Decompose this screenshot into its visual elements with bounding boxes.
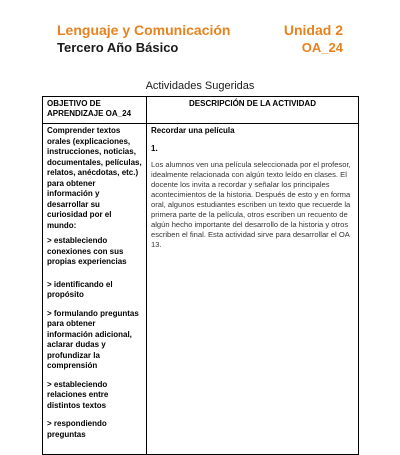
objective-cell: [43, 124, 147, 455]
objective-item: > estableciendo relaciones entre distintos textos: [47, 379, 109, 410]
description-cell: [147, 124, 359, 455]
grade-label: Tercero Año Básico: [57, 40, 179, 55]
unit-label: Unidad 2: [283, 22, 343, 38]
section-title: Actividades Sugeridas: [145, 80, 255, 92]
activity-heading: Recordar una película: [151, 126, 235, 135]
objective-item: > identificando el propósito: [47, 279, 113, 299]
header-right: [284, 22, 343, 56]
activity-text: Los alumnos ven una película seleccionada por el profesor, idealmente relacionada con algún texto leído en clases. El docente los invita a recordar y señalar los principales acontecimientos de la historia. Después de esto y en forma oral, algunos estudiantes escriben un texto que recuerde la primera parte de la película, otros escriben un recuento de algún hecho importante del desarrollo de la historia y otros escriben el final. Esta actividad sirve para desarrollar el OA 13.: [151, 160, 351, 249]
table-header-row: [43, 97, 359, 124]
column-header-description: DESCRIPCIÓN DE LA ACTIVIDAD: [147, 97, 359, 124]
activities-table: [42, 96, 359, 455]
subject-title: Lenguaje y Comunicación: [57, 22, 231, 38]
activity-number: 1.: [151, 144, 158, 153]
objective-item: > estableciendo conexiones con sus propias experiencias: [47, 236, 127, 266]
objective-item: > respondiendo preguntas: [47, 419, 107, 439]
header-left: [57, 22, 230, 56]
table-row: [43, 124, 359, 455]
objective-code: OA_24: [301, 40, 343, 55]
column-header-objective: OBJETIVO DE APRENDIZAJE OA_24: [43, 97, 147, 124]
objective-intro: Comprender textos orales (explicaciones, instrucciones, noticias, documentales, películas, relatos, anécdotas, etc.) para obtener información y desarrollar su curiosidad por el mundo:: [47, 126, 142, 230]
objective-item: > formulando preguntas para obtener información adicional, aclarar dudas y profundizar la comprensión: [47, 308, 139, 370]
